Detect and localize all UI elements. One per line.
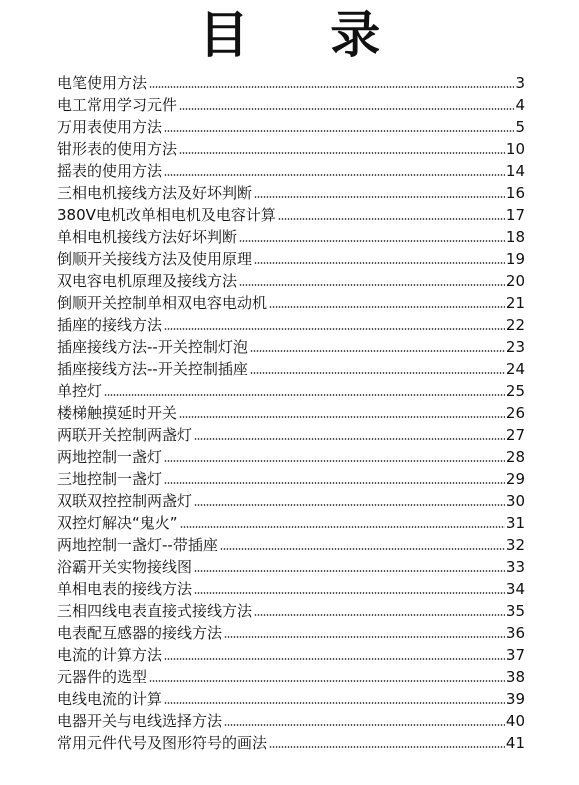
toc-entry-title: 两联开关控制两盏灯	[57, 426, 193, 444]
toc-entry[interactable]	[57, 94, 525, 116]
toc-entry-title: 电器开关与电线选择方法	[57, 712, 223, 730]
toc-entry[interactable]	[57, 380, 525, 402]
dot-leader	[250, 350, 505, 352]
dot-leader	[149, 86, 514, 88]
dot-leader	[224, 724, 505, 726]
toc-entry-page-number: 38	[505, 668, 525, 686]
dot-leader	[149, 680, 505, 682]
toc-entry[interactable]	[57, 314, 525, 336]
toc-entry[interactable]	[57, 512, 525, 534]
toc-entry-page-number: 5	[515, 118, 525, 136]
toc-entry-page-number: 28	[505, 448, 525, 466]
toc-entry[interactable]	[57, 402, 525, 424]
dot-leader	[179, 108, 514, 110]
page-title: 目 录	[198, 5, 413, 64]
toc-entry[interactable]	[57, 710, 525, 732]
dot-leader	[278, 218, 505, 220]
dot-leader	[254, 614, 505, 616]
toc-entry-page-number: 17	[505, 206, 525, 224]
toc-entry-title: 两地控制一盏灯	[57, 448, 163, 466]
toc-entry[interactable]	[57, 138, 525, 160]
toc-entry-page-number: 18	[505, 228, 525, 246]
toc-entry-title: 浴霸开关实物接线图	[57, 558, 193, 576]
toc-entry-page-number: 19	[505, 250, 525, 268]
toc-entry-title: 万用表使用方法	[57, 118, 163, 136]
toc-entry-page-number: 36	[505, 624, 525, 642]
toc-entry-title: 三地控制一盏灯	[57, 470, 163, 488]
dot-leader	[224, 636, 505, 638]
toc-entry[interactable]	[57, 160, 525, 182]
toc-entry-title: 电流的计算方法	[57, 646, 163, 664]
toc-entry-title: 倒顺开关接线方法及使用原理	[57, 250, 253, 268]
toc-entry-page-number: 22	[505, 316, 525, 334]
dot-leader	[194, 570, 505, 572]
toc-entry[interactable]	[57, 72, 525, 94]
toc-entry-page-number: 39	[505, 690, 525, 708]
toc-entry-page-number: 25	[505, 382, 525, 400]
toc-entry-page-number: 3	[515, 74, 525, 92]
dot-leader	[164, 482, 505, 484]
toc-entry-page-number: 23	[505, 338, 525, 356]
toc-entry[interactable]	[57, 556, 525, 578]
dot-leader	[239, 240, 505, 242]
toc-entry-page-number: 37	[505, 646, 525, 664]
toc-entry-page-number: 30	[505, 492, 525, 510]
toc-entry-title: 插座接线方法--开关控制插座	[57, 360, 248, 378]
dot-leader	[164, 702, 505, 704]
toc-entry-title: 单相电表的接线方法	[57, 580, 193, 598]
toc-entry[interactable]	[57, 182, 525, 204]
dot-leader	[164, 328, 505, 330]
toc-entry-page-number: 34	[505, 580, 525, 598]
dot-leader	[254, 262, 505, 264]
toc-entry[interactable]	[57, 204, 525, 226]
toc-entry-page-number: 29	[505, 470, 525, 488]
toc-entry-page-number: 33	[505, 558, 525, 576]
toc-entry[interactable]	[57, 622, 525, 644]
dot-leader	[194, 504, 505, 506]
dot-leader	[254, 196, 505, 198]
toc-entry[interactable]	[57, 688, 525, 710]
toc-entry-title: 380V电机改单相电机及电容计算	[57, 206, 276, 224]
toc-entry-title: 三相四线电表直接式接线方法	[57, 602, 253, 620]
toc-entry[interactable]	[57, 666, 525, 688]
toc-entry-page-number: 14	[505, 162, 525, 180]
dot-leader	[179, 152, 505, 154]
toc-entry-page-number: 26	[505, 404, 525, 422]
toc-entry-title: 电笔使用方法	[57, 74, 148, 92]
dot-leader	[269, 746, 505, 748]
toc-entry[interactable]	[57, 534, 525, 556]
toc-entry[interactable]	[57, 270, 525, 292]
dot-leader	[179, 416, 505, 418]
table-of-contents	[57, 72, 525, 754]
toc-entry-title: 电表配互感器的接线方法	[57, 624, 223, 642]
dot-leader	[250, 372, 505, 374]
toc-entry[interactable]	[57, 424, 525, 446]
toc-entry[interactable]	[57, 336, 525, 358]
toc-entry-page-number: 10	[505, 140, 525, 158]
toc-entry[interactable]	[57, 446, 525, 468]
toc-entry-title: 双联双控控制两盏灯	[57, 492, 193, 510]
toc-entry[interactable]	[57, 292, 525, 314]
toc-entry-page-number: 24	[505, 360, 525, 378]
toc-entry-page-number: 41	[505, 734, 525, 752]
toc-entry-title: 插座接线方法--开关控制灯泡	[57, 338, 248, 356]
toc-entry-title: 插座的接线方法	[57, 316, 163, 334]
toc-entry-title: 倒顺开关控制单相双电容电动机	[57, 294, 268, 312]
toc-entry[interactable]	[57, 600, 525, 622]
toc-entry-title: 常用元件代号及图形符号的画法	[57, 734, 268, 752]
toc-entry[interactable]	[57, 732, 525, 754]
toc-entry-page-number: 21	[505, 294, 525, 312]
toc-entry-page-number: 4	[515, 96, 525, 114]
toc-entry[interactable]	[57, 468, 525, 490]
dot-leader	[180, 526, 505, 528]
toc-entry[interactable]	[57, 358, 525, 380]
toc-entry-title: 楼梯触摸延时开关	[57, 404, 178, 422]
toc-entry[interactable]	[57, 248, 525, 270]
toc-entry-title: 摇表的使用方法	[57, 162, 163, 180]
dot-leader	[104, 394, 505, 396]
dot-leader	[194, 438, 505, 440]
dot-leader	[164, 658, 505, 660]
toc-entry-title: 三相电机接线方法及好坏判断	[57, 184, 253, 202]
toc-entry-title: 两地控制一盏灯--带插座	[57, 536, 218, 554]
toc-entry-page-number: 32	[505, 536, 525, 554]
toc-entry-page-number: 27	[505, 426, 525, 444]
toc-entry-title: 元器件的选型	[57, 668, 148, 686]
toc-entry-page-number: 16	[505, 184, 525, 202]
dot-leader	[220, 548, 505, 550]
toc-entry[interactable]	[57, 644, 525, 666]
toc-entry-title: 电线电流的计算	[57, 690, 163, 708]
dot-leader	[164, 460, 505, 462]
dot-leader	[164, 174, 505, 176]
toc-entry-page-number: 35	[505, 602, 525, 620]
toc-entry[interactable]	[57, 578, 525, 600]
toc-entry-title: 双控灯解决“鬼火”	[57, 514, 178, 532]
dot-leader	[164, 130, 514, 132]
dot-leader	[194, 592, 505, 594]
toc-entry[interactable]	[57, 116, 525, 138]
dot-leader	[239, 284, 505, 286]
toc-entry-page-number: 20	[505, 272, 525, 290]
toc-entry-title: 单控灯	[57, 382, 103, 400]
toc-entry-title: 电工常用学习元件	[57, 96, 178, 114]
toc-entry-title: 单相电机接线方法好坏判断	[57, 228, 238, 246]
toc-entry[interactable]	[57, 226, 525, 248]
toc-entry-title: 双电容电机原理及接线方法	[57, 272, 238, 290]
toc-entry[interactable]	[57, 490, 525, 512]
toc-entry-page-number: 40	[505, 712, 525, 730]
toc-entry-title: 钳形表的使用方法	[57, 140, 178, 158]
toc-entry-page-number: 31	[505, 514, 525, 532]
dot-leader	[269, 306, 505, 308]
